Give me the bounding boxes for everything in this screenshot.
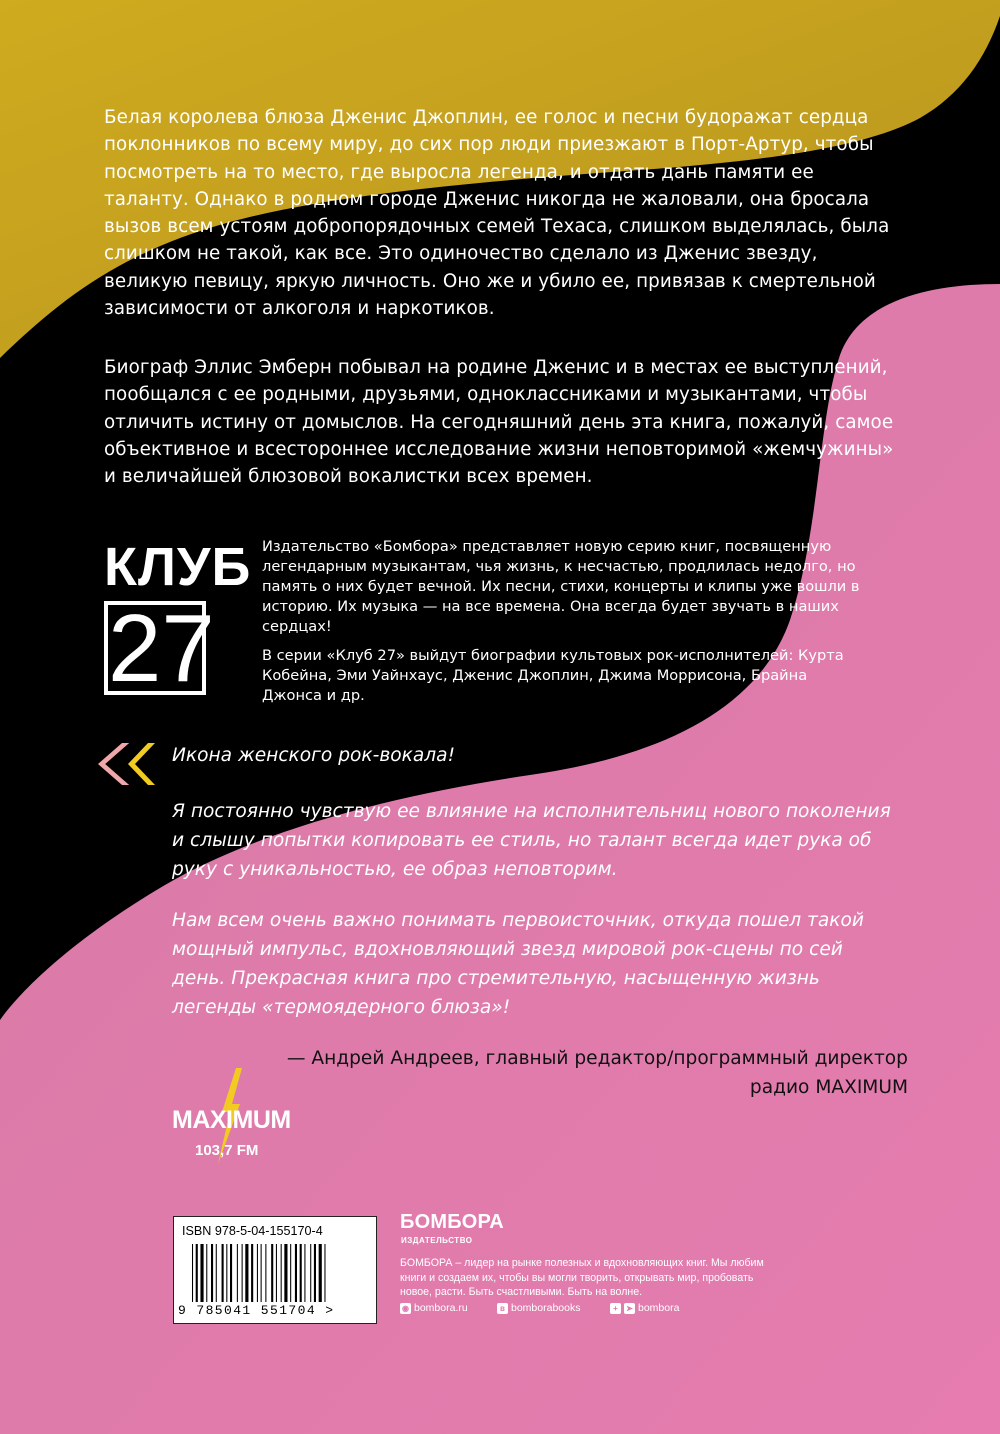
maximum-logo-word: MAXIMUM [172, 1106, 291, 1134]
club-logo-word: КЛУБ [104, 537, 252, 597]
maximum-logo-frequency: 103,7 FM [195, 1142, 259, 1159]
quote-marks-icon [96, 743, 156, 785]
quote-paragraph-1: Я постоянно чувствую ее влияние на исполнительниц нового поколения и слышу попытки копировать ее стиль, но талант всегда идет рука об руку с уникальностью, ее образ неповторим. [172, 801, 891, 880]
series-authors: В серии «Клуб 27» выйдут биографии культовых рок-исполнителей: Курта Кобейна, Эми Уайнхаус, Дженис Джоплин, Джима Моррисона, Брайна Джонса и др. [262, 647, 844, 704]
attribution-station: радио MAXIMUM [749, 1077, 908, 1098]
attribution-author: — Андрей Андреев, главный редактор/программный директор [286, 1048, 908, 1069]
isbn-text: ISBN 978-5-04-155170-4 [182, 1224, 323, 1238]
description-paragraph-2: Биограф Эллис Эмберн побывал на родине Дженис и в местах ее выступлений, пообщался с ее родными, друзьями, одноклассниками и музыкантами, чтобы отличить истину от домыслов. На сегодняшний день эта книга, пожалуй, самое объективное и всестороннее исследование жизни неповторимой «жемчужины» и величайшей блюзовой вокалистки всех времен. [104, 357, 894, 488]
globe-icon: ◉ [400, 1303, 411, 1314]
publisher-subtitle: ИЗДАТЕЛЬСТВО [401, 1236, 473, 1245]
telegram-icon: ➤ [624, 1303, 635, 1314]
club-logo-number: 27 [108, 595, 215, 702]
publisher-description: БОМБОРА – лидер на рынке полезных и вдохновляющих книг. Мы любим книги и создаем их, чтобы вы могли творить, открывать мир, пробовать новое, расти. Быть счастливыми. Быть на волне. [400, 1257, 764, 1298]
publisher-telegram: bombora [638, 1302, 680, 1314]
series-description: Издательство «Бомбора» представляет новую серию книг, посвященную легендарным музыкантам, чья жизнь, к несчастью, продлилась недолго, но память о них будет вечной. Их песни, стихи, концерты и клипы уже вошли в историю. Их музыка — на все времена. Она всегда будет звучать в наших сердцах! [262, 538, 860, 635]
quote-paragraph-2: Нам всем очень важно понимать первоисточник, откуда пошел такой мощный импульс, вдохновляющий звезд мировой рок-сцены по сей день. Прекрасная книга про стремительную, насыщенную жизнь легенды «термоядерного блюза»! [172, 910, 864, 1018]
description-paragraph-1: Белая королева блюза Дженис Джоплин, ее голос и песни будоражат сердца поклонников по всему миру, до сих пор люди приезжают в Порт-Артур, чтобы посмотреть на то место, где выросла легенда, и отдать дань памяти ее таланту. Однако в родном городе Дженис никогда не жаловали, она бросала вызов всем устоям добропорядочных семей Техаса, слишком выделялась, была слишком не такой, как все. Это одиночество сделало из Дженис звезду, великую певицу, яркую личность. Оно же и убило ее, привязав к смертельной зависимости от алкоголя и наркотиков. [104, 107, 890, 320]
publisher-site: bombora.ru [414, 1302, 468, 1314]
publisher-telegram-link[interactable] [610, 1302, 679, 1314]
quote-attribution [180, 1044, 908, 1102]
barcode-icon [192, 1244, 364, 1302]
barcode-digits: 9 785041 551704 > [178, 1303, 335, 1318]
publisher-site-link[interactable] [400, 1302, 468, 1314]
plus-icon: + [610, 1303, 621, 1314]
club-27-logo [104, 537, 252, 703]
publisher-vk: bomborabooks [511, 1302, 581, 1314]
barcode-panel [173, 1216, 377, 1324]
maximum-radio-logo [168, 1068, 291, 1164]
publisher-vk-link[interactable] [497, 1302, 580, 1314]
vk-icon: в [497, 1303, 508, 1314]
quote-headline: Икона женского рок-вокала! [172, 745, 456, 766]
publisher-name: БОМБОРА [400, 1211, 504, 1233]
